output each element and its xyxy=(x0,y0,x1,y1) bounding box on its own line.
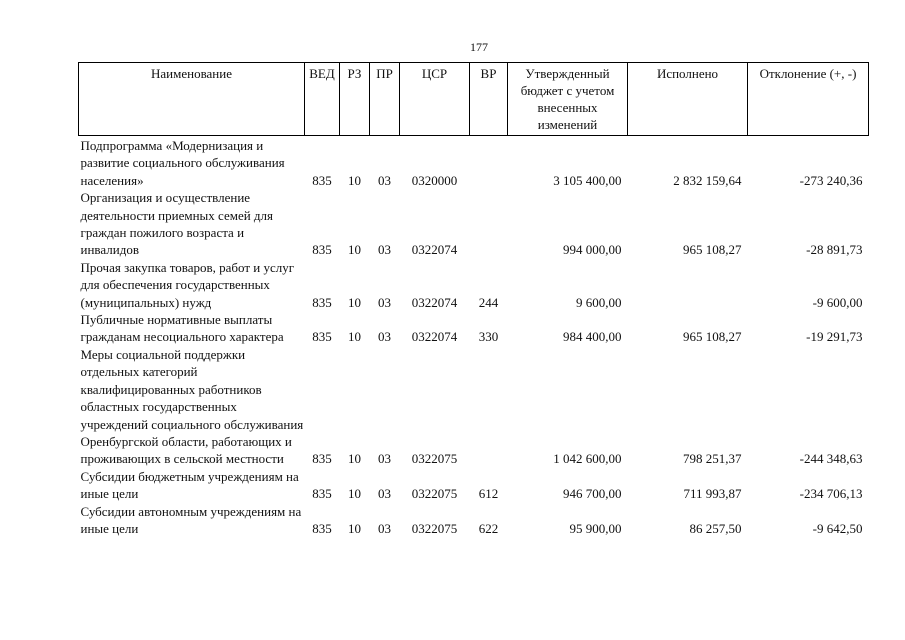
row-rz: 10 xyxy=(348,486,361,502)
row-approved-budget: 9 600,00 xyxy=(576,294,622,310)
row-pr: 03 xyxy=(378,520,391,536)
row-deviation: -244 348,63 xyxy=(799,451,863,467)
row-vr xyxy=(470,346,508,468)
row-csr: 0322074 xyxy=(411,242,458,258)
row-csr: 0322074 xyxy=(411,329,458,345)
row-deviation: -273 240,36 xyxy=(799,172,863,188)
table-body xyxy=(79,136,869,538)
header-name: Наименование xyxy=(79,63,305,136)
row-ved: 835 xyxy=(312,520,332,536)
row-ved: 835 xyxy=(312,294,332,310)
row-approved-budget: 95 900,00 xyxy=(569,520,622,536)
row-deviation: -19 291,73 xyxy=(806,329,863,345)
row-rz: 10 xyxy=(348,451,361,467)
header-deviation: Отклонение (+, -) xyxy=(748,63,869,136)
table-row xyxy=(79,346,869,468)
row-pr: 03 xyxy=(378,486,391,502)
row-vr xyxy=(470,189,508,259)
row-csr: 0320000 xyxy=(411,172,458,188)
page-number: 177 xyxy=(470,40,488,54)
row-pr: 03 xyxy=(378,329,391,345)
header-approved-budget: Утвержденный бюджет с учетом внесенных изменений xyxy=(508,63,628,136)
row-csr: 0322075 xyxy=(411,486,458,502)
row-pr: 03 xyxy=(378,172,391,188)
header-vr: ВР xyxy=(470,63,508,136)
row-approved-budget: 946 700,00 xyxy=(563,486,622,502)
header-ved: ВЕД xyxy=(305,63,340,136)
row-rz: 10 xyxy=(348,242,361,258)
row-csr: 0322075 xyxy=(411,520,458,536)
row-name: Подпрограмма «Модернизация и развитие социального обслуживания населения» xyxy=(80,138,285,188)
table-row xyxy=(79,503,869,538)
row-name: Субсидии автономным учреждениям на иные цели xyxy=(80,503,302,536)
row-executed: 86 257,50 xyxy=(689,520,742,536)
row-ved: 835 xyxy=(312,451,332,467)
row-rz: 10 xyxy=(348,329,361,345)
row-approved-budget: 994 000,00 xyxy=(563,242,622,258)
row-deviation: -234 706,13 xyxy=(799,486,863,502)
row-csr: 0322074 xyxy=(411,294,458,310)
row-ved: 835 xyxy=(312,486,332,502)
table-row xyxy=(79,259,869,311)
row-csr: 0322075 xyxy=(411,451,458,467)
row-name: Публичные нормативные выплаты гражданам несоциального характера xyxy=(80,312,284,345)
header-executed: Исполнено xyxy=(628,63,748,136)
row-vr: 622 xyxy=(478,520,499,536)
row-deviation: -28 891,73 xyxy=(806,242,863,258)
row-name: Меры социальной поддержки отдельных категорий квалифицированных работников областных государственных учреждений социального обслуживания Оренбургской области, работающих и проживающих в сельской местности xyxy=(80,346,304,467)
table-header xyxy=(79,63,869,136)
row-pr: 03 xyxy=(378,242,391,258)
row-vr: 244 xyxy=(478,294,499,310)
row-pr: 03 xyxy=(378,294,391,310)
row-approved-budget: 3 105 400,00 xyxy=(553,172,622,188)
header-rz: РЗ xyxy=(340,63,370,136)
header-pr: ПР xyxy=(370,63,400,136)
row-ved: 835 xyxy=(312,172,332,188)
row-executed xyxy=(628,259,748,311)
header-csr: ЦСР xyxy=(400,63,470,136)
row-approved-budget: 1 042 600,00 xyxy=(553,451,622,467)
row-executed: 965 108,27 xyxy=(683,242,742,258)
row-executed: 965 108,27 xyxy=(683,329,742,345)
row-rz: 10 xyxy=(348,172,361,188)
row-vr: 330 xyxy=(478,329,499,345)
row-executed: 2 832 159,64 xyxy=(673,172,742,188)
row-rz: 10 xyxy=(348,520,361,536)
row-rz: 10 xyxy=(348,294,361,310)
row-deviation: -9 600,00 xyxy=(812,294,863,310)
table-row xyxy=(79,311,869,346)
budget-execution-table xyxy=(78,62,869,537)
row-executed: 798 251,37 xyxy=(683,451,742,467)
row-executed: 711 993,87 xyxy=(683,486,742,502)
row-vr: 612 xyxy=(478,486,499,502)
row-approved-budget: 984 400,00 xyxy=(563,329,622,345)
row-name: Субсидии бюджетным учреждениям на иные цели xyxy=(80,468,299,502)
table-row xyxy=(79,189,869,259)
row-name: Прочая закупка товаров, работ и услуг для обеспечения государственных (муниципальных) нужд xyxy=(80,259,295,310)
row-pr: 03 xyxy=(378,451,391,467)
table-row xyxy=(79,468,869,503)
row-vr xyxy=(470,136,508,190)
row-deviation: -9 642,50 xyxy=(812,520,863,536)
row-ved: 835 xyxy=(312,242,332,258)
row-name: Организация и осуществление деятельности приемных семей для граждан пожилого возраста и инвалидов xyxy=(80,190,274,258)
row-ved: 835 xyxy=(312,329,332,345)
table-row xyxy=(79,136,869,190)
